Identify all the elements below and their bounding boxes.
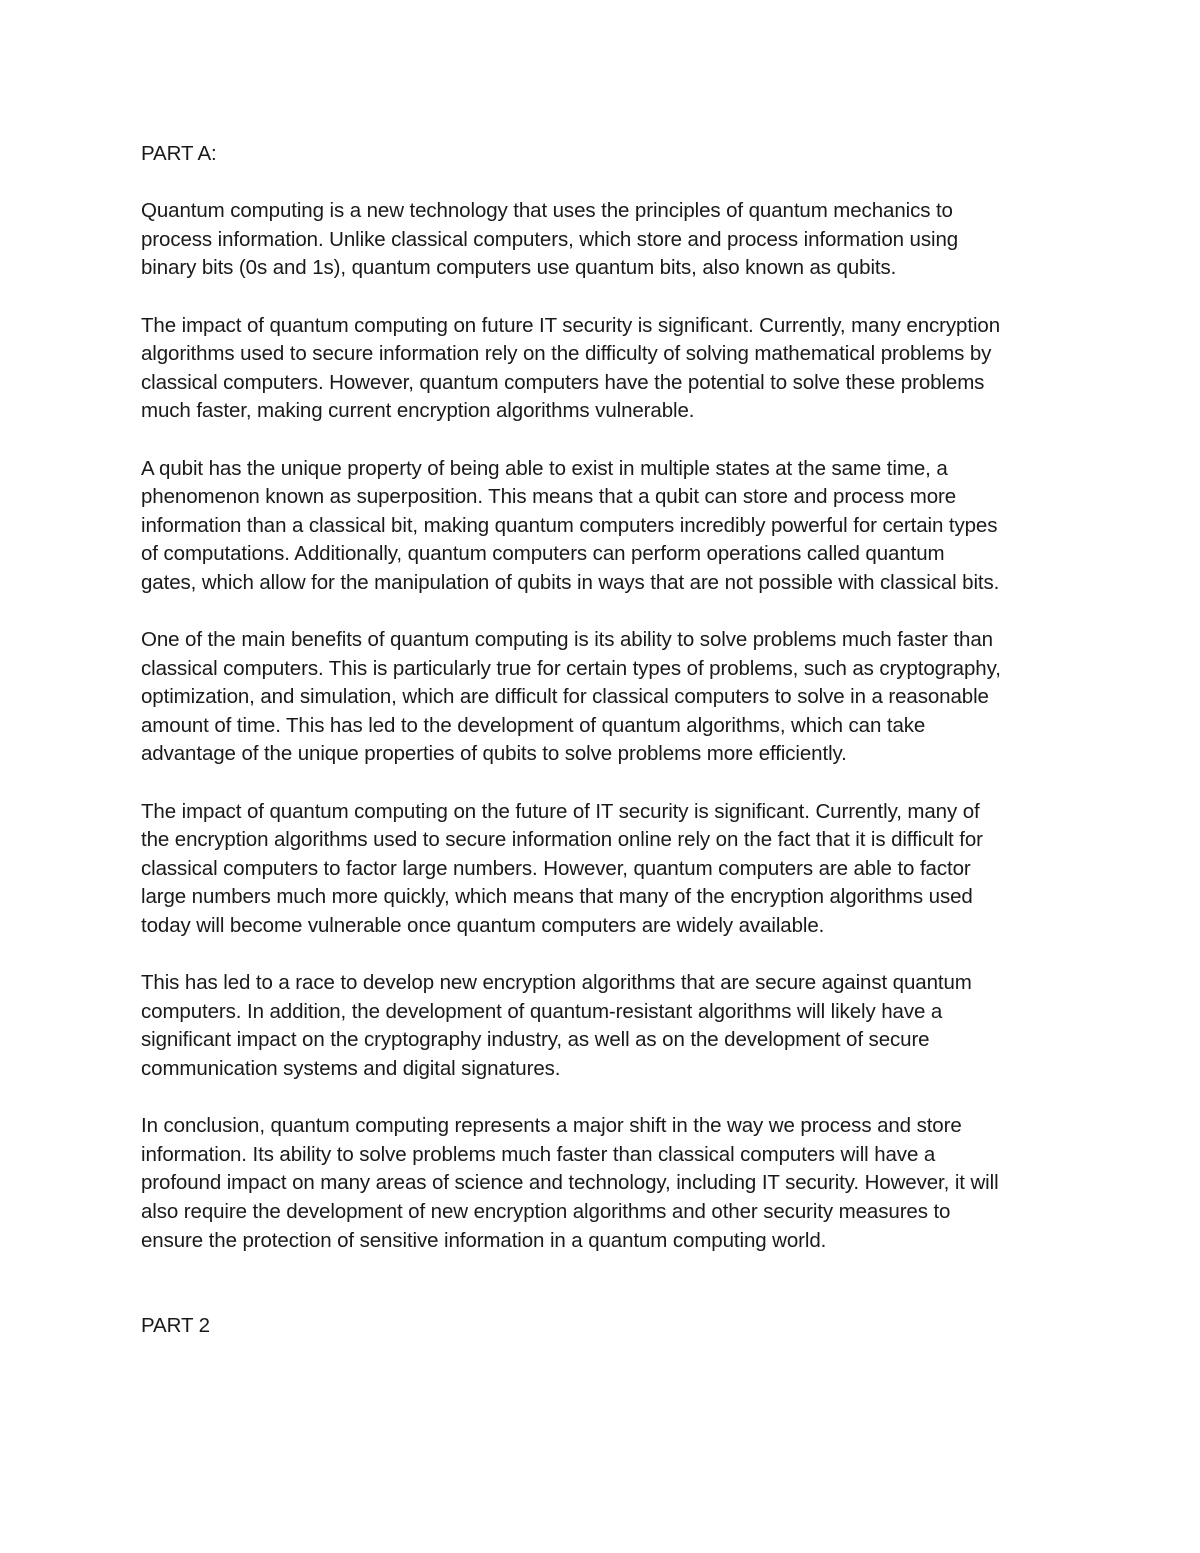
paragraph-line: One of the main benefits of quantum computing is its ability to solve problems much faster than [141,628,993,652]
paragraph-line: classical computers. This is particularly true for certain types of problems, such as cryptography, [141,656,1001,680]
document-body [141,140,1081,1369]
paragraph-line: of computations. Additionally, quantum computers can perform operations called quantum [141,542,945,566]
paragraph-race [141,969,1081,1083]
paragraph-line: information. Its ability to solve problems much faster than classical computers will have a [141,1142,936,1166]
paragraph-line: large numbers much more quickly, which means that many of the encryption algorithms used [141,885,973,909]
paragraph-line: significant impact on the cryptography industry, as well as on the development of secure [141,1028,930,1052]
paragraph-line: communication systems and digital signatures. [141,1057,561,1080]
paragraph-benefits [141,626,1081,769]
paragraph-line: ensure the protection of sensitive information in a quantum computing world. [141,1228,827,1252]
paragraph-qubit [141,455,1081,598]
paragraph-line: The impact of quantum computing on the future of IT security is significant. Currently, many of [141,799,980,823]
paragraph-line: computers. In addition, the development of quantum-resistant algorithms will likely have a [141,999,943,1023]
paragraph-line: gates, which allow for the manipulation of qubits in ways that are not possible with classical bits. [141,570,1000,594]
paragraph-line: classical computers. However, quantum computers have the potential to solve these problems [141,370,985,394]
paragraph-conclusion [141,1112,1081,1255]
paragraph-security [141,798,1081,941]
paragraph-line: information than a classical bit, making quantum computers incredibly powerful for certain types [141,513,998,537]
paragraph-line: binary bits (0s and 1s), quantum computers use quantum bits, also known as qubits. [141,256,897,280]
paragraph-line: phenomenon known as superposition. This means that a qubit can store and process more [141,485,957,509]
paragraph-line: algorithms used to secure information rely on the difficulty of solving mathematical problems by [141,342,992,366]
paragraph-line: The impact of quantum computing on future IT security is significant. Currently, many encryption [141,313,1001,337]
paragraph-line: much faster, making current encryption algorithms vulnerable. [141,399,695,423]
paragraph-line: optimization, and simulation, which are difficult for classical computers to solve in a reasonable [141,685,989,709]
paragraph-line: also require the development of new encryption algorithms and other security measures to [141,1199,951,1223]
paragraph-line: today will become vulnerable once quantum computers are widely available. [141,914,825,938]
paragraph-intro [141,197,1081,283]
heading-part-a: PART A: [141,142,217,165]
paragraph-line: A qubit has the unique property of being able to exist in multiple states at the same time, a [141,456,948,480]
paragraph-line: This has led to a race to develop new encryption algorithms that are secure against quantum [141,971,972,995]
paragraph-impact [141,312,1081,426]
paragraph-line: profound impact on many areas of science and technology, including IT security. However, it will [141,1171,999,1195]
paragraph-line: classical computers to factor large numbers. However, quantum computers are able to factor [141,856,971,880]
paragraph-line: advantage of the unique properties of qubits to solve problems more efficiently. [141,742,847,766]
paragraph-line: process information. Unlike classical computers, which store and process information using [141,227,959,251]
paragraph-line: amount of time. This has led to the development of quantum algorithms, which can take [141,713,926,737]
paragraph-line: Quantum computing is a new technology that uses the principles of quantum mechanics to [141,199,953,223]
paragraph-line: In conclusion, quantum computing represents a major shift in the way we process and store [141,1114,962,1138]
paragraph-line: the encryption algorithms used to secure information online rely on the fact that it is difficult for [141,828,983,852]
heading-part-2: PART 2 [141,1314,210,1338]
